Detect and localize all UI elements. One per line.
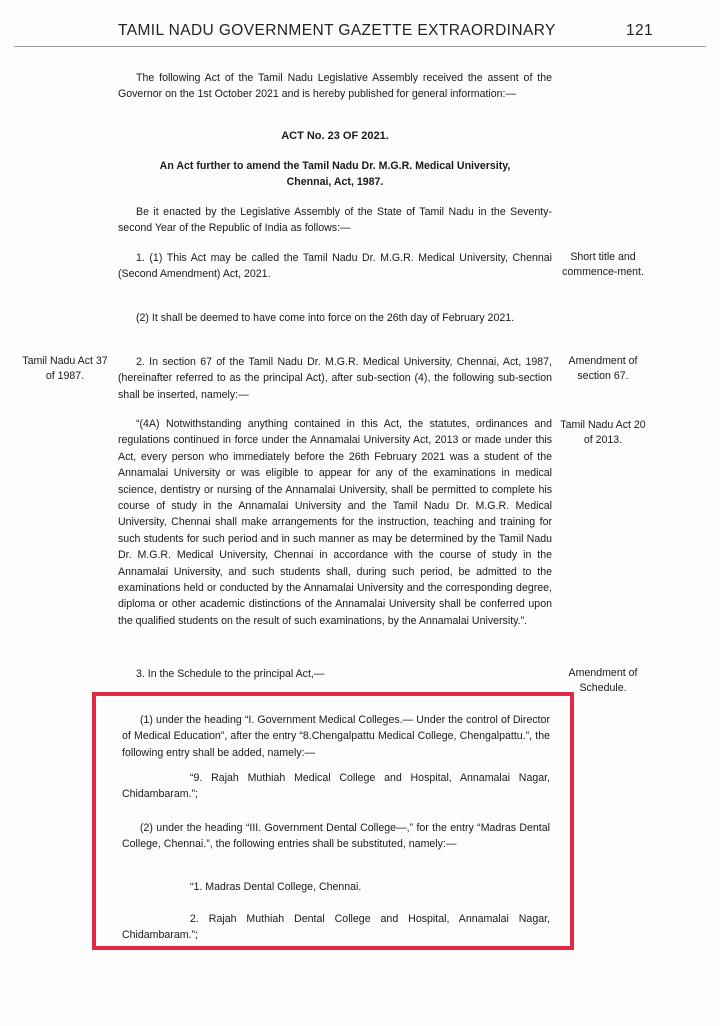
page-number: 121 — [625, 22, 653, 39]
section-2: 2. In section 67 of the Tamil Nadu Dr. M.G.R. Medical University, Chennai, Act, 1987, (hereinafter referred to as the principal Act), after sub-section (4), the following sub-section shall be inserted, namely:— — [118, 356, 552, 401]
header-rule — [14, 46, 706, 47]
margin-note-amend-s67: Amendment of section 67. — [568, 355, 638, 382]
act-title: An Act further to amend the Tamil Nadu Dr. M.G.R. Medical University, Chennai, Act, 1987. — [159, 160, 511, 189]
section-3: 3. In the Schedule to the principal Act,— — [136, 668, 325, 680]
margin-note-tn-act-2013: Tamil Nadu Act 20 of 2013. — [560, 419, 646, 446]
enactment-paragraph: Be it enacted by the Legislative Assembly of the State of Tamil Nadu in the Seventy-second Year of the Republic of India as follows:— — [118, 206, 552, 235]
schedule-item-2-entry-2: 2. Rajah Muthiah Dental College and Hospital, Annamalai Nagar, Chidambaram.”; — [122, 913, 550, 942]
margin-note-tn-act-1987: Tamil Nadu Act 37 of 1987. — [22, 355, 108, 382]
section-2-4a: “(4A) Notwithstanding anything contained in this Act, the statutes, ordinances and regulations continued in force under the Annamalai University Act, 2013 or made under this Act, every person who immediately before the 26th February 2021 was a student of the Annamalai University or was eligible to appear for any of the examinations in medical science, dentistry or nursing of the Annamalai University, shall be permitted to complete his course of study in the Annamalai University and the Tamil Nadu Dr. M.G.R. Medical University, Chennai shall make arrangements for the instruction, teaching and training for such students for such period and in such manner as may be determined by the Tamil Nadu Dr. M.G.R. Medical University, Chennai in accordance with the course of study in the Annamalai University, and such students shall, during such period, be admitted to the examinations held or conducted by the Annamalai University and the corresponding degree, diploma or other academic distinctions of the Annamalai University shall be conferred upon the qualified students on the result of such examinations, by the Annamalai University.”. — [118, 418, 552, 627]
schedule-item-1-entry: “9. Rajah Muthiah Medical College and Hospital, Annamalai Nagar, Chidambaram.”; — [122, 772, 550, 801]
margin-note-short-title: Short title and commence-ment. — [562, 251, 644, 278]
section-1-1: 1. (1) This Act may be called the Tamil Nadu Dr. M.G.R. Medical University, Chennai (Second Amendment) Act, 2021. — [118, 252, 552, 281]
highlight-box — [92, 692, 574, 950]
schedule-item-2-entry-1: “1. Madras Dental College, Chennai. — [190, 881, 362, 893]
schedule-item-2: (2) under the heading “III. Government Dental College—,” for the entry “Madras Dental College, Chennai.”, the following entries shall be substituted, namely:— — [122, 822, 550, 851]
act-number: ACT No. 23 OF 2021. — [281, 130, 389, 142]
gazette-header — [118, 22, 653, 40]
intro-paragraph: The following Act of the Tamil Nadu Legislative Assembly received the assent of the Governor on the 1st October 2021 and is hereby published for general information:— — [118, 72, 552, 101]
gazette-title: TAMIL NADU GOVERNMENT GAZETTE EXTRAORDINARY — [118, 22, 556, 39]
section-1-2: (2) It shall be deemed to have come into force on the 26th day of February 2021. — [136, 312, 515, 324]
schedule-item-1: (1) under the heading “I. Government Medical Colleges.— Under the control of Director of Medical Education”, after the entry “8.Chengalpattu Medical College, Chengalpattu.”, the following entry shall be added, namely:— — [122, 714, 550, 759]
margin-note-amend-schedule: Amendment of Schedule. — [568, 667, 638, 694]
